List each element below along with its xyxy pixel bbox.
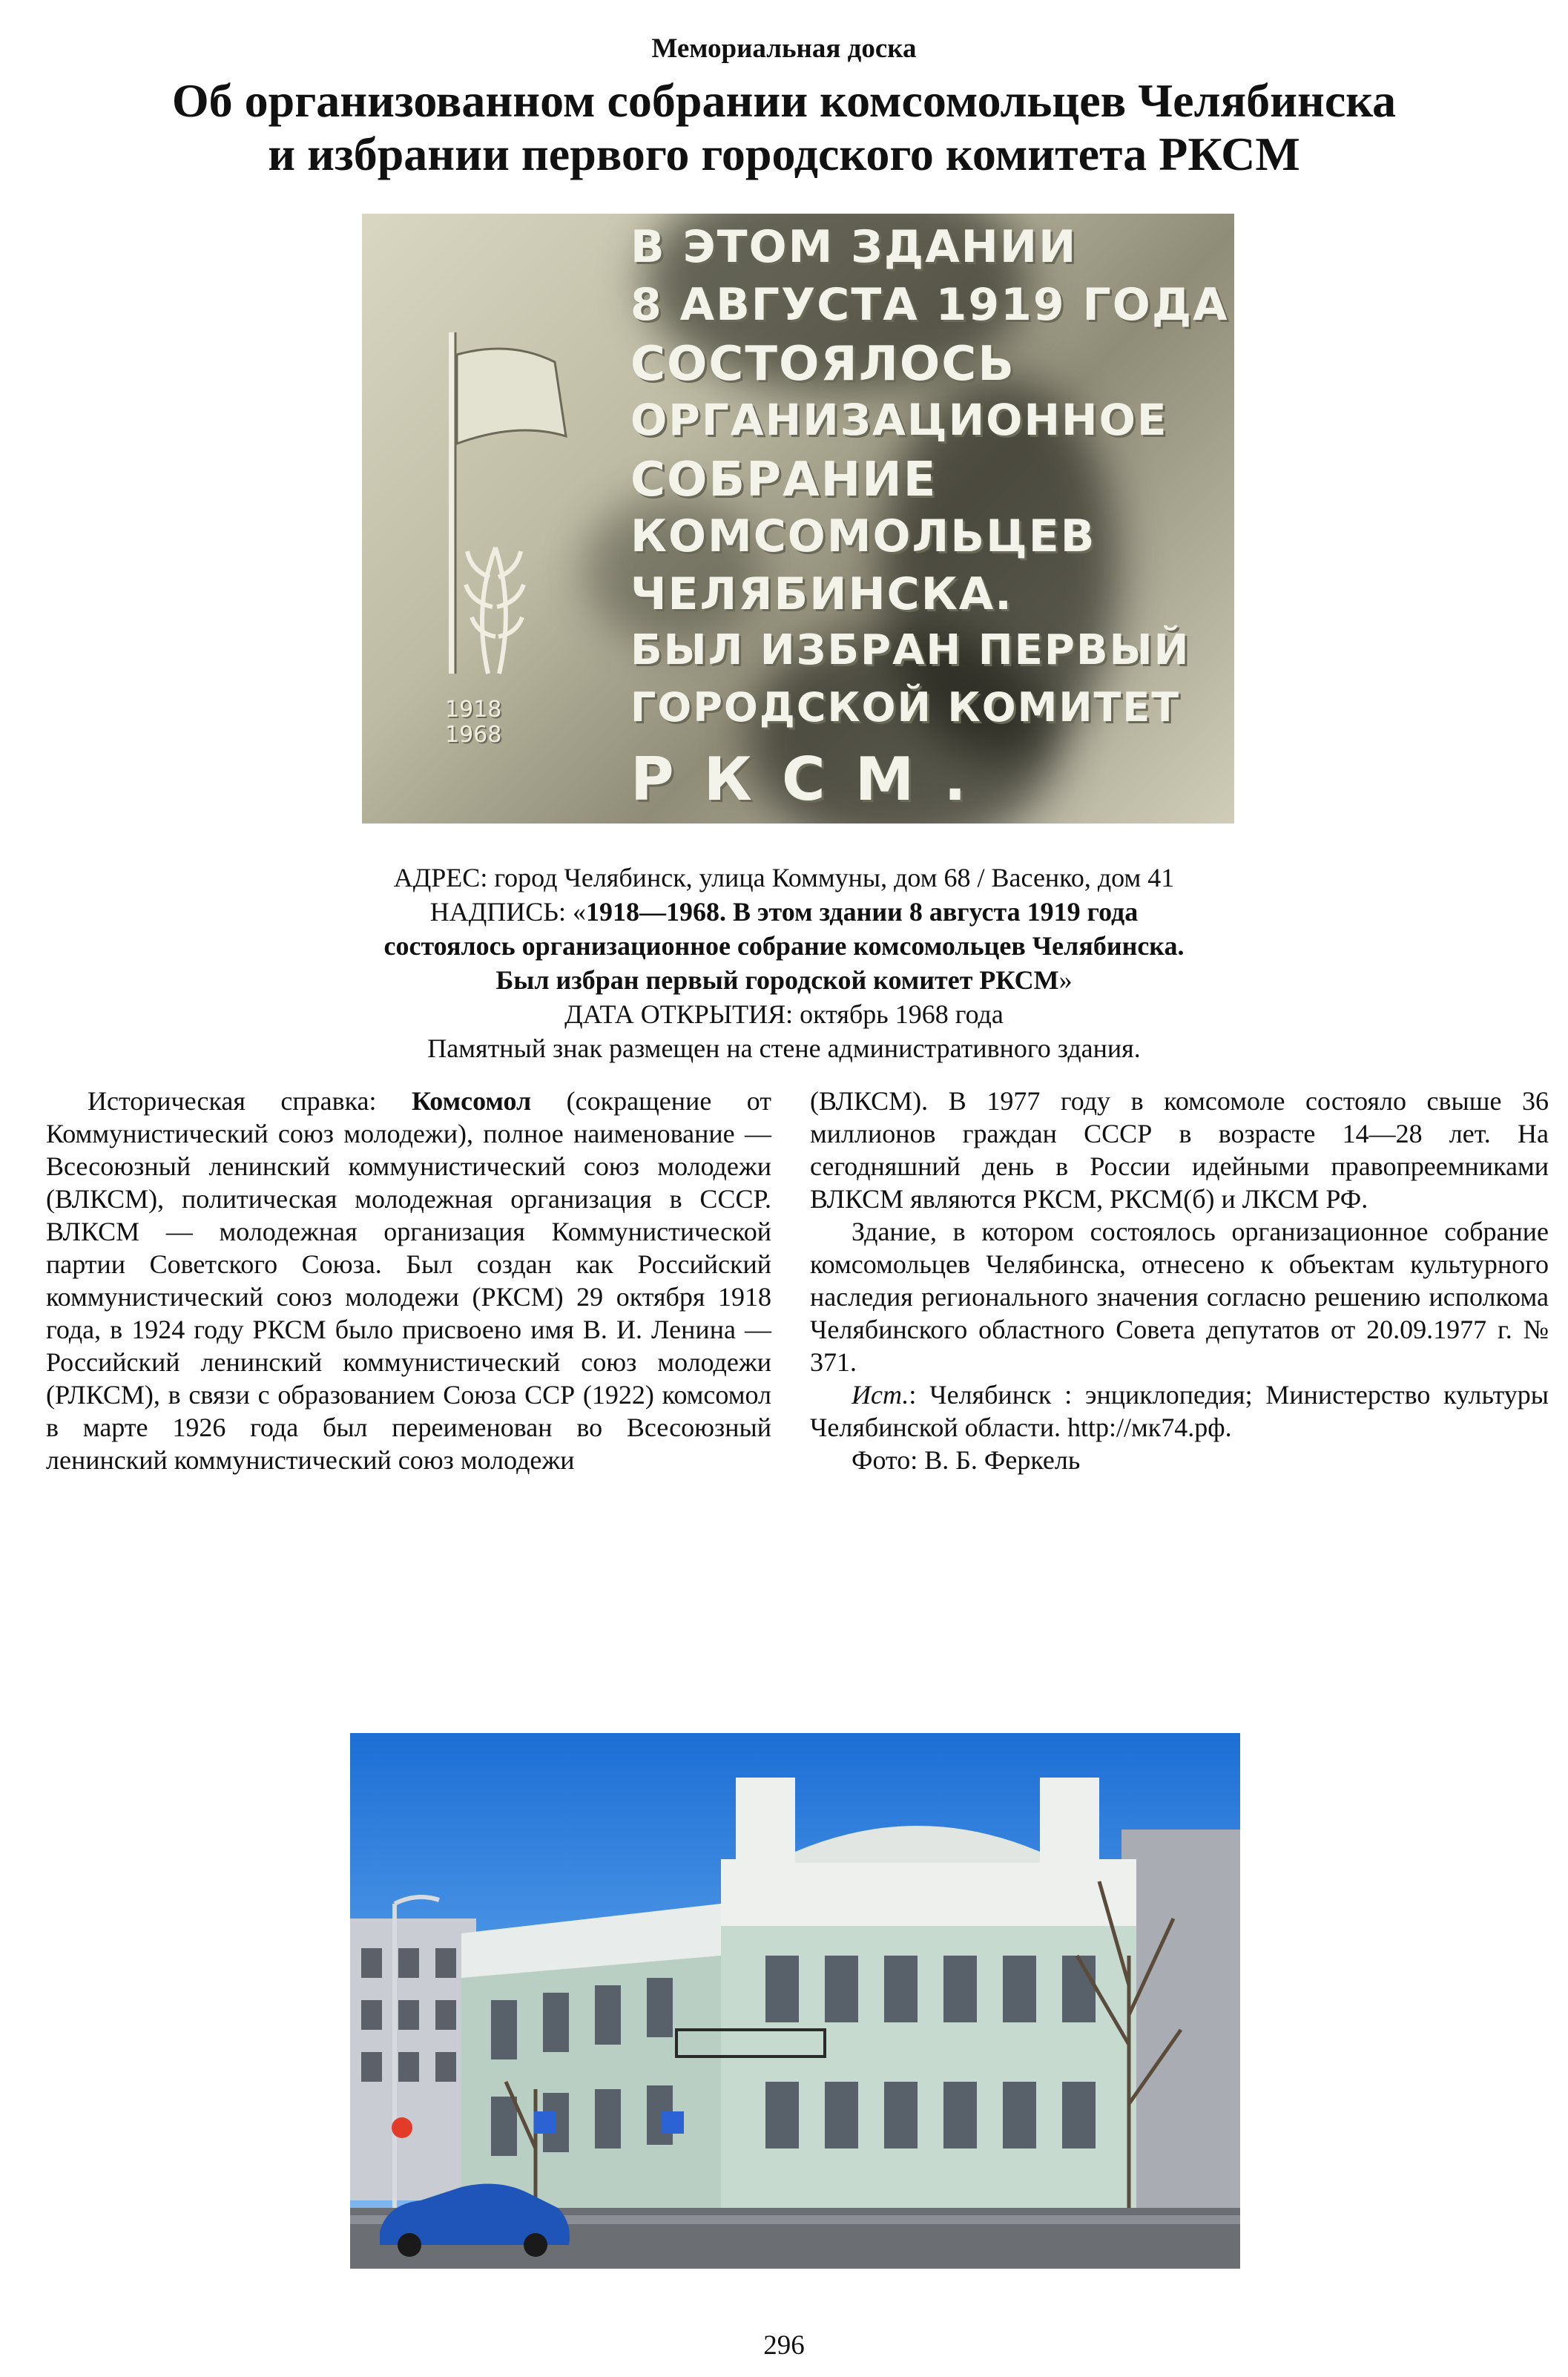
plaque-year-1918: 1918 <box>445 697 502 723</box>
inscription-text-3: Был избран первый городской комитет РКСМ <box>495 965 1059 995</box>
page-title <box>0 74 1568 181</box>
plaque-line: ЧЕЛЯБИНСКА. <box>630 568 1013 620</box>
flag-relief <box>444 325 592 740</box>
sources-paragraph <box>810 1378 1549 1444</box>
plaque-years <box>445 697 501 748</box>
plaque-line: КОМСОМОЛЬЦЕВ <box>630 510 1096 562</box>
inscription-line-3 <box>0 963 1568 997</box>
plaque-line: БЫЛ ИЗБРАН ПЕРВЫЙ <box>630 626 1190 674</box>
continuation-paragraph: (ВЛКСМ). В 1977 году в комсомоле состояло свыше 36 миллионов граждан СССР в возрасте 14—28 лет. На сегодняшний день в России идейными правопреемниками ВЛКСМ являются РКСМ, РКСМ(б) и ЛКСМ РФ. <box>810 1086 1549 1214</box>
page-number: 296 <box>763 2330 805 2361</box>
history-text: (сокращение от Коммунистический союз молодежи), полное наименование — Всесоюзный ленинский коммунистический союз молодежи (ВЛКСМ), политическая молодежная организация в СССР. ВЛКСМ — молодежная организация Коммунистической партии Советского Союза. Был создан как Российский коммунистический союз молодежи (РКСМ) 29 октября 1918 года, в 1924 году РКСМ было присвоено имя В. И. Ленина — Российский ленинский коммунистический союз молодежи (РЛКСМ), в связи с образованием Союза ССР (1922) комсомол в марте 1926 года был переименован во Всесоюзный ленинский коммунистический союз молодежи <box>46 1086 771 1475</box>
plaque-line: РКСМ. <box>630 745 996 814</box>
inscription-line-2: состоялось организационное собрание комсомольцев Челябинска. <box>383 931 1185 961</box>
inscription-line-1 <box>0 895 1568 929</box>
plaque-photo <box>362 214 1234 823</box>
history-intro: Историческая справка: <box>88 1086 412 1116</box>
plaque-line: СОБРАНИЕ <box>630 453 938 507</box>
sources-label: Ист. <box>851 1380 909 1410</box>
heritage-paragraph: Здание, в котором состоялось организационное собрание комсомольцев Челябинска, отнесено к объектам культурного наследия регионального значения согласно решению исполкома Челябинского областного Совета депутатов от 20.09.1977 г. № 371. <box>810 1217 1549 1377</box>
history-term: Комсомол <box>411 1086 532 1116</box>
plaque-line: 8 АВГУСТА 1919 ГОДА <box>630 279 1229 331</box>
placement-note: Памятный знак размещен на стене административного здания. <box>427 1033 1141 1063</box>
plaque-line: В ЭТОМ ЗДАНИИ <box>630 221 1078 273</box>
body-column-left <box>46 1085 771 1476</box>
plaque-line: ОРГАНИЗАЦИОННОЕ <box>630 395 1168 445</box>
plaque-line: СОСТОЯЛОСЬ <box>630 337 1015 392</box>
photo-credit: Фото: В. Б. Феркель <box>851 1445 1081 1475</box>
caption <box>0 861 1568 1065</box>
inscription-label: НАДПИСЬ: « <box>429 897 586 927</box>
title-line-2: и избрании первого городского комитета РКСМ <box>268 128 1300 180</box>
sources-text: : Челябинск : энциклопедия; Министерство культуры Челябинской области. http://мк74.рф. <box>810 1380 1549 1442</box>
inscription-close: » <box>1058 965 1073 995</box>
building-illustration <box>350 1733 1240 2269</box>
building-photo <box>350 1733 1240 2269</box>
title-line-1: Об организованном собрании комсомольцев Челябинска <box>171 74 1397 127</box>
plaque-year-1968: 1968 <box>445 722 502 748</box>
kicker: Мемориальная доска <box>651 33 917 64</box>
history-paragraph <box>46 1085 771 1476</box>
inscription-text-1: 1918—1968. В этом здании 8 августа 1919 года <box>585 897 1139 927</box>
opening-date: ДАТА ОТКРЫТИЯ: октябрь 1968 года <box>564 999 1004 1029</box>
body-column-right <box>810 1085 1549 1476</box>
address-line: АДРЕС: город Челябинск, улица Коммуны, дом 68 / Васенко, дом 41 <box>393 863 1175 892</box>
plaque-line: ГОРОДСКОЙ КОМИТЕТ <box>630 684 1181 731</box>
